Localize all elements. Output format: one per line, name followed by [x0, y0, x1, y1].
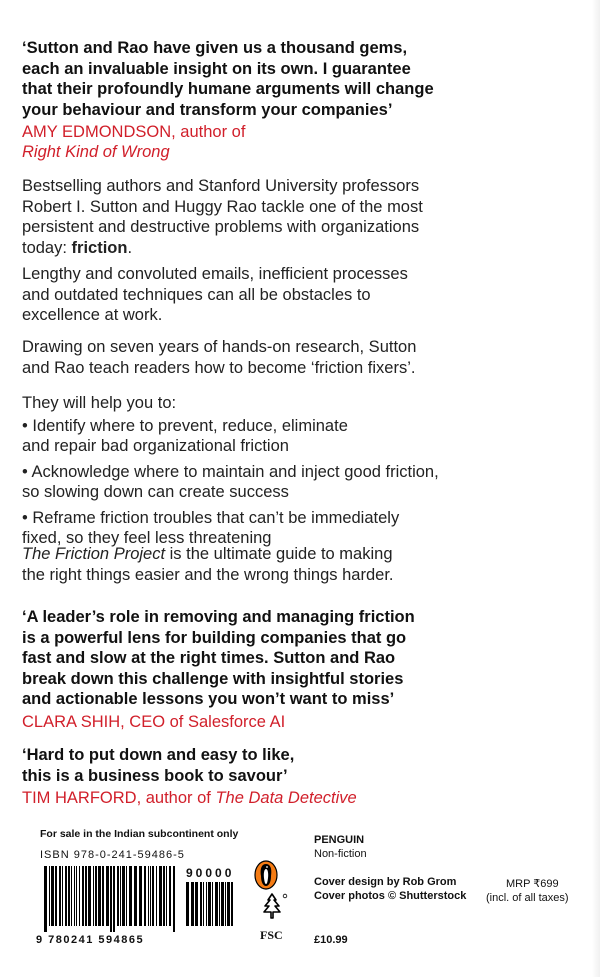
- barcode-bar: [150, 866, 151, 926]
- quote-line: your behaviour and transform your companies’: [22, 100, 393, 119]
- barcode-bar: [102, 866, 104, 926]
- text-line: and outdated techniques can all be obstacles to: [22, 285, 371, 304]
- barcode-bar: [106, 866, 109, 926]
- barcode-bar: [71, 866, 72, 926]
- quote-line: ‘Hard to put down and easy to like,: [22, 746, 295, 764]
- barcode-bar: [79, 866, 80, 926]
- barcode-bar: [163, 866, 165, 926]
- barcode-bar: [166, 866, 167, 926]
- barcode-digits: 9 780241 594865: [36, 934, 145, 946]
- fsc-label: FSC: [260, 928, 283, 942]
- price-mrp: MRP ₹699: [506, 878, 559, 890]
- isbn-barcode: [44, 866, 178, 932]
- list-item: • Acknowledge where to maintain and inject good friction, so slowing down can create success: [22, 462, 439, 501]
- price-tax-note: (incl. of all taxes): [486, 892, 569, 904]
- description-paragraph-2: [22, 264, 582, 326]
- barcode-bar: [231, 882, 233, 926]
- benefits-list: [22, 393, 582, 554]
- barcode-bar: [44, 866, 47, 932]
- barcode-bar: [120, 866, 121, 926]
- quote-line: that their profoundly humane arguments will change: [22, 80, 434, 98]
- quote-harford: [22, 745, 582, 808]
- text-line: Lengthy and convoluted emails, inefficient processes: [22, 265, 408, 283]
- quote-line: is a powerful lens for building companies that go: [22, 628, 407, 647]
- barcode-bar: [126, 866, 127, 926]
- barcode-bar: [200, 882, 202, 926]
- sale-region-note: For sale in the Indian subcontinent only: [40, 828, 239, 840]
- barcode-bar: [159, 866, 162, 926]
- barcode-bar: [49, 866, 50, 926]
- text-line: Robert I. Sutton and Huggy Rao tackle one of the most: [22, 197, 423, 216]
- text-line: and Rao teach readers how to become ‘friction fixers’.: [22, 358, 416, 377]
- barcode-bar: [215, 882, 218, 926]
- barcode-bar: [59, 866, 61, 926]
- cover-design-credit: Cover design by Rob Grom: [314, 876, 457, 888]
- barcode-bar: [186, 882, 189, 926]
- quote-attribution: CLARA SHIH, CEO of Salesforce AI: [22, 712, 286, 731]
- quote-shih: [22, 607, 582, 732]
- barcode-bar: [82, 866, 84, 926]
- text-line: persistent and destructive problems with organizations: [22, 218, 420, 236]
- barcode-bar: [152, 866, 154, 926]
- text-line: Bestselling authors and Stanford University professors: [22, 177, 420, 195]
- barcode-bar: [134, 866, 137, 926]
- text-line: today: friction.: [22, 238, 133, 257]
- list-item: • Identify where to prevent, reduce, eliminate and repair bad organizational friction: [22, 416, 348, 455]
- page-edge: [592, 0, 600, 977]
- barcode-bar: [117, 866, 119, 926]
- quote-line: this is a business book to savour’: [22, 766, 288, 785]
- text-line: the right things easier and the wrong things harder.: [22, 565, 394, 584]
- list-item: • Reframe friction troubles that can’t be immediately fixed, so they feel less threatening: [22, 508, 400, 547]
- barcode-bar: [221, 882, 224, 926]
- penguin-logo-icon: [254, 860, 278, 890]
- quote-attribution: TIM HARFORD, author of The Data Detective: [22, 789, 357, 807]
- barcode-bar: [68, 866, 70, 926]
- barcode-bar: [76, 866, 77, 926]
- cover-photos-credit: Cover photos © Shutterstock: [314, 890, 467, 902]
- barcode-bar: [212, 882, 213, 926]
- barcode-bar: [51, 866, 54, 926]
- text-line: Drawing on seven years of hands-on research, Sutton: [22, 338, 417, 356]
- quote-line: break down this challenge with insightful stories: [22, 669, 404, 688]
- barcode-bar: [65, 866, 67, 926]
- barcode-bar: [206, 882, 207, 926]
- barcode-bar: [227, 882, 230, 926]
- price-gbp: £10.99: [314, 934, 348, 946]
- barcode-bar: [95, 866, 97, 926]
- addon-barcode: [186, 882, 236, 932]
- barcode-bar: [195, 882, 198, 926]
- quote-edmondson: [22, 38, 582, 162]
- isbn-number: ISBN 978-0-241-59486-5: [40, 849, 185, 861]
- barcode-bar: [62, 866, 63, 926]
- publisher-name: PENGUIN: [314, 834, 365, 846]
- text-line: excellence at work.: [22, 306, 163, 324]
- barcode-bar: [129, 866, 132, 926]
- quote-line: and actionable lessons you won’t want to miss’: [22, 690, 395, 708]
- barcode-bar: [156, 866, 157, 926]
- quote-attribution: AMY EDMONDSON, author of: [22, 123, 246, 141]
- barcode-bar: [113, 866, 115, 932]
- barcode-addon-code: 90000: [186, 866, 235, 880]
- barcode-bar: [55, 866, 57, 926]
- quote-line: each an invaluable insight on its own. I guarantee: [22, 59, 411, 78]
- barcode-bar: [144, 866, 146, 926]
- barcode-bar: [225, 882, 226, 926]
- barcode-bar: [203, 882, 204, 926]
- barcode-bar: [122, 866, 125, 926]
- quote-line: fast and slow at the right times. Sutton and Rao: [22, 649, 396, 667]
- barcode-bar: [93, 866, 94, 926]
- text-line: The Friction Project is the ultimate guide to making: [22, 545, 393, 563]
- quote-line: ‘A leader’s role in removing and managing friction: [22, 608, 415, 626]
- barcode-bar: [173, 866, 175, 932]
- barcode-bar: [98, 866, 101, 926]
- barcode-bar: [148, 866, 149, 926]
- quote-attribution-title: Right Kind of Wrong: [22, 143, 170, 161]
- closing-statement: [22, 544, 582, 585]
- barcode-bar: [219, 882, 220, 926]
- list-intro: They will help you to:: [22, 394, 177, 412]
- barcode-bar: [88, 866, 91, 926]
- barcode-bar: [110, 866, 112, 932]
- fsc-tree-icon: [256, 892, 288, 920]
- barcode-bar: [74, 866, 75, 926]
- barcode-bar: [208, 882, 211, 926]
- description-paragraph-1: [22, 176, 582, 258]
- barcode-bar: [85, 866, 87, 926]
- description-paragraph-3: [22, 337, 582, 378]
- barcode-bar: [169, 866, 171, 926]
- barcode-bar: [191, 882, 194, 926]
- quote-line: ‘Sutton and Rao have given us a thousand gems,: [22, 39, 408, 57]
- barcode-bar: [139, 866, 142, 926]
- book-category: Non-fiction: [314, 848, 367, 860]
